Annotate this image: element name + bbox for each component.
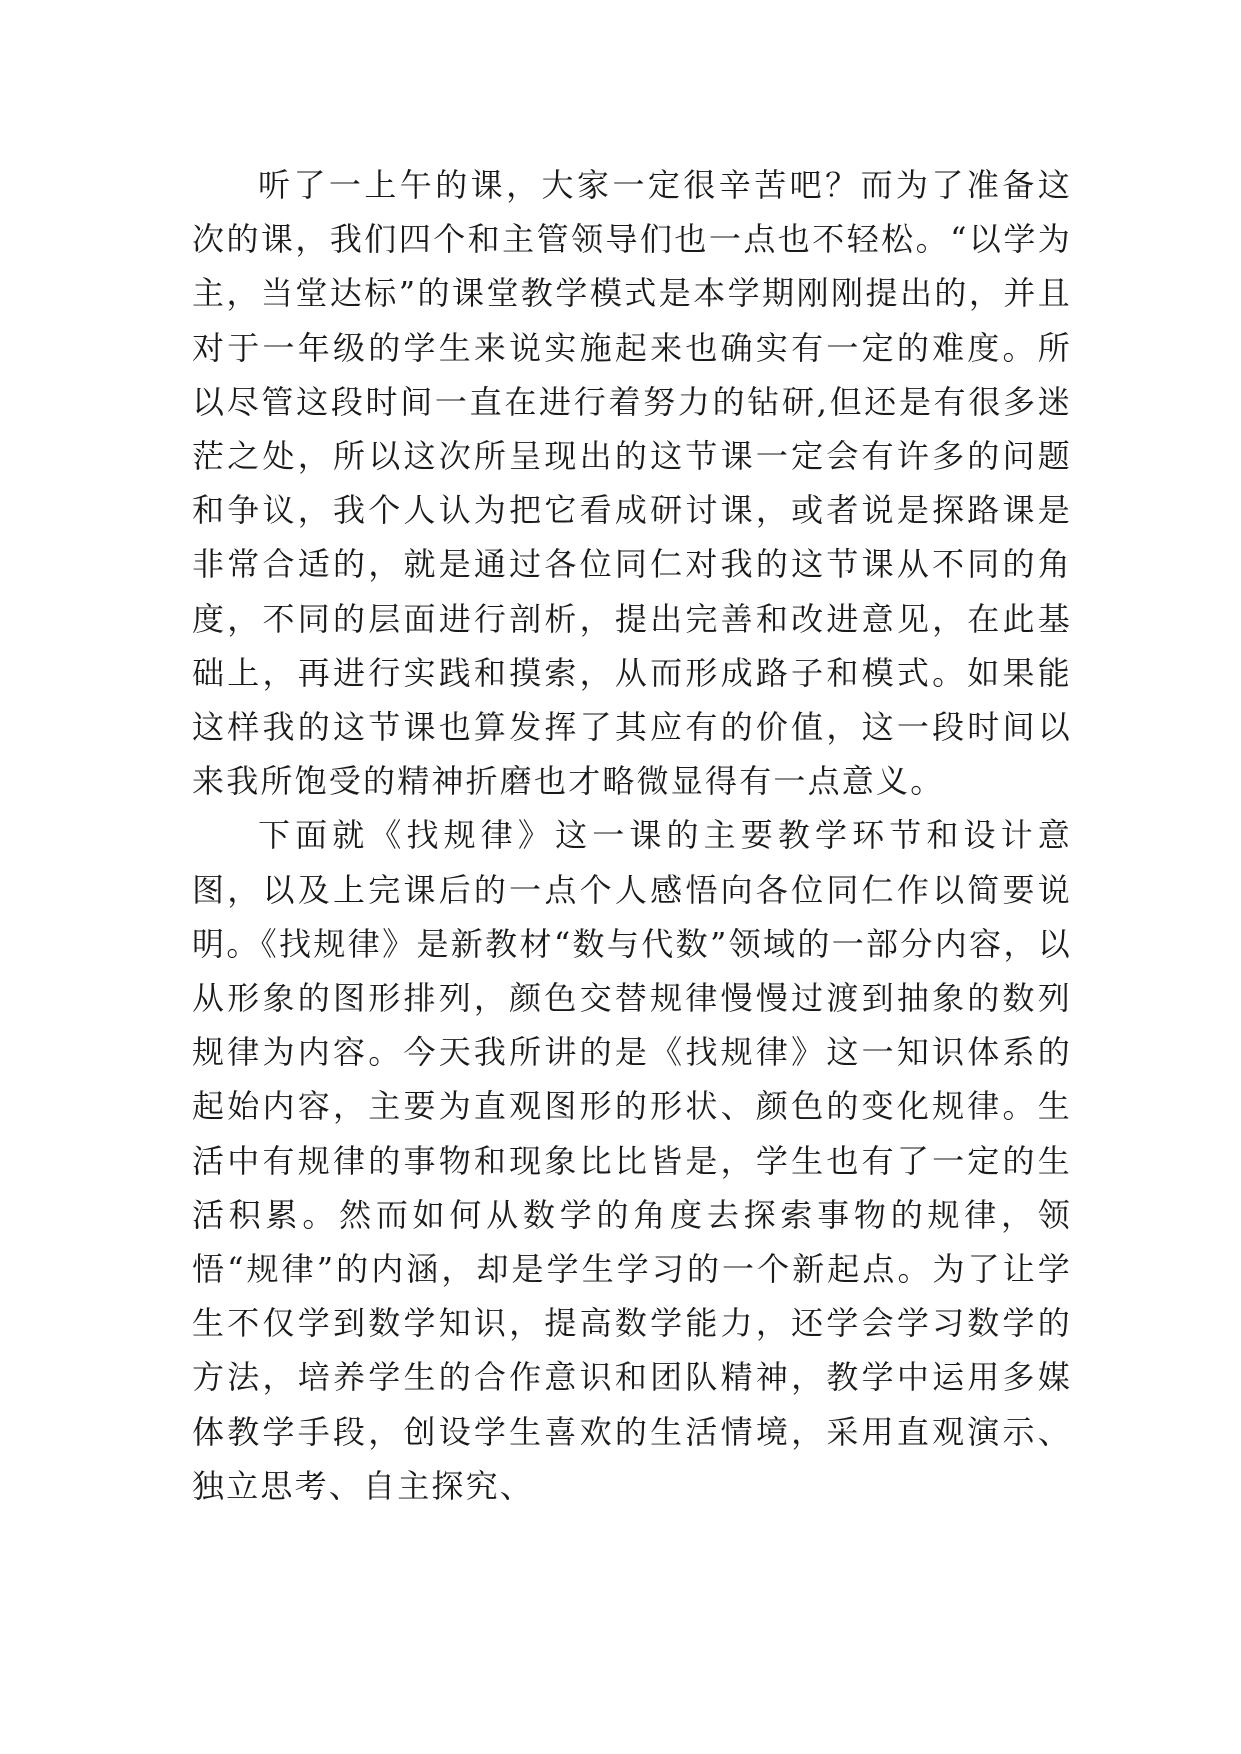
paragraph-1: 听了一上午的课，大家一定很辛苦吧？而为了准备这次的课，我们四个和主管领导们也一点也不轻松。“以学为主，当堂达标”的课堂教学模式是本学期刚刚提出的，并且对于一年级的学生来说实施起来也确实有一定的难度。所以尽管这段时间一直在进行着努力的钻研,但还是有很多迷茫之处，所以这次所呈现出的这节课一定会有许多的问题和争议，我个人认为把它看成研讨课，或者说是探路课是非常合适的，就是通过各位同仁对我的这节课从不同的角度，不同的层面进行剖析，提出完善和改进意见，在此基础上，再进行实践和摸索，从而形成路子和模式。如果能这样我的这节课也算发挥了其应有的价值，这一段时间以来我所饱受的精神折磨也才略微显得有一点意义。 xyxy=(192,166,1072,801)
document-body xyxy=(192,158,1072,1513)
paragraph-2: 下面就《找规律》这一课的主要教学环节和设计意图，以及上完课后的一点个人感悟向各位同仁作以简要说明。《找规律》是新教材“数与代数”领域的一部分内容，以从形象的图形排列，颜色交替规律慢慢过渡到抽象的数列规律为内容。今天我所讲的是《找规律》这一知识体系的起始内容，主要为直观图形的形状、颜色的变化规律。生活中有规律的事物和现象比比皆是，学生也有了一定的生活积累。然而如何从数学的角度去探索事物的规律，领悟“规律”的内涵，却是学生学习的一个新起点。为了让学生不仅学到数学知识，提高数学能力，还学会学习数学的方法，培养学生的合作意识和团队精神，教学中运用多媒体教学手段，创设学生喜欢的生活情境，采用直观演示、独立思考、自主探究、 xyxy=(192,816,1072,1505)
